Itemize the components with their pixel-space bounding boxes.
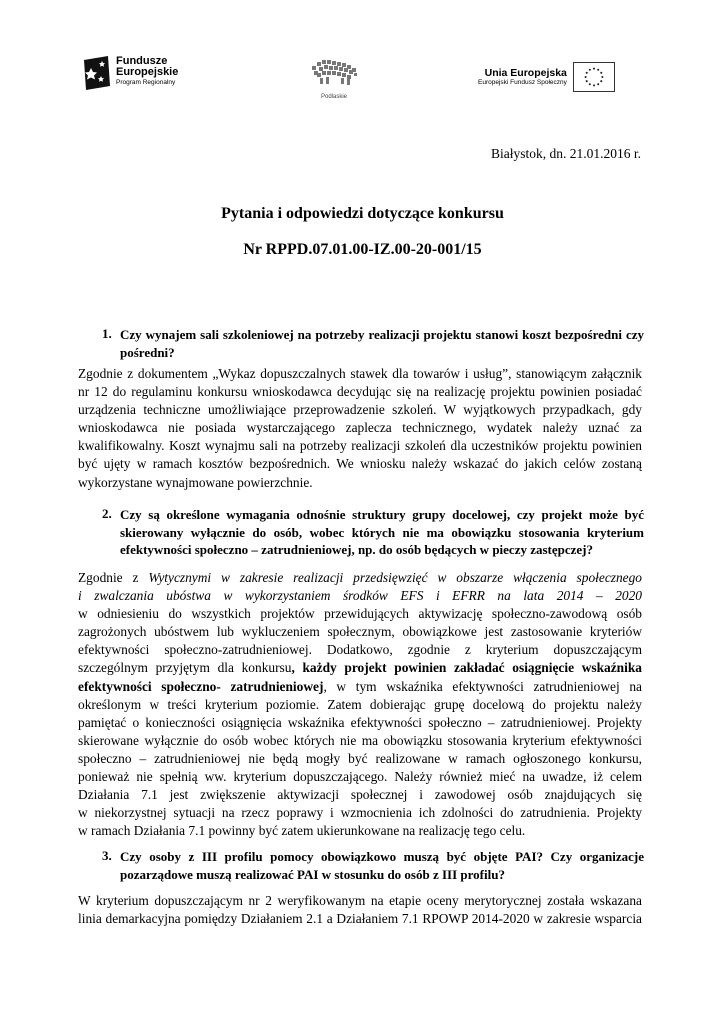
- document-date: Białystok, dn. 21.01.2016 r.: [490, 146, 641, 161]
- answer-3: [78, 892, 642, 928]
- answer-2-line: w ramach Działania 7.1 powinny być zatem ukierunkowane na realizację tego celu.: [78, 823, 526, 839]
- ue-logo-line1: Unia Europejska: [484, 67, 567, 80]
- fe-star-flag-icon: [82, 56, 112, 90]
- question-1-number: 1.: [102, 326, 112, 341]
- answer-2-line: zagrożonych ubóstwem lub wykluczeniem społecznym, obowiązkowe jest zastosowanie kryteriów: [78, 624, 642, 640]
- answer-2-line: skierowane wyłącznie do osób wobec których nie ma obowiązku stosowania kryterium efektywności: [78, 732, 642, 748]
- podlaskie-logo: [308, 58, 360, 100]
- answer-2-line: pamiętać o konieczności osiągnięcia wskaźnika efektywności społeczno – zatrudnieniowej. Projekty: [78, 714, 642, 730]
- answer-1-line: kwalifikowalny. Koszt wynajmu sali na potrzeby realizacji szkoleń dla uczestników projektu powinien: [78, 438, 642, 454]
- question-3-number: 3.: [102, 848, 112, 863]
- answer-1-line: Zgodnie z dokumentem „Wykaz dopuszczalnych stawek dla towarów i usług”, stanowiącym załącznik: [78, 366, 642, 381]
- fe-logo-line3: Program Regionalny: [116, 79, 176, 86]
- answer-2-line: [78, 587, 642, 605]
- answer-2-l7-plain: , w tym wskaźnika efektywności zatrudnieniowej na: [323, 678, 642, 694]
- answer-2-l7-bold: efektywności społeczno- zatrudnieniowej: [78, 678, 324, 694]
- answer-1-line: nr 12 do regulaminu konkursu wnioskodawca decydując się na realizację projektu powinien posiadać: [78, 384, 642, 400]
- answer-1: [78, 365, 642, 492]
- bison-icon: [308, 58, 360, 88]
- fundusze-europejskie-logo: [82, 56, 178, 90]
- podlaskie-logo-label: Podlaskie: [320, 94, 347, 100]
- document-title-line2: Nr RPPD.07.01.00-IZ.00-20-001/15: [243, 241, 482, 258]
- answer-2-line: w odniesieniu do wszystkich projektów przewidujących aktywizację społeczno-zawodową osób: [78, 606, 642, 622]
- wytyczne-reference: Wytycznymi w zakresie realizacji przedsięwzięć w obszarze włączenia społecznego: [148, 570, 642, 585]
- fe-logo-line2: Europejskie: [116, 66, 179, 78]
- ue-logo-line2: Europejski Fundusz Społeczny: [478, 79, 567, 87]
- answer-3-line: W kryterium dopuszczającym nr 2 weryfikowanym na etapie oceny merytorycznej została wskazana: [78, 893, 642, 908]
- question-2-number: 2.: [102, 506, 112, 521]
- question-1-text: Czy wynajem sali szkoleniowej na potrzeby realizacji projektu stanowi koszt bezpośredni czy pośredni?: [120, 327, 644, 360]
- answer-1-line: wnioskodawca nie posiada wystarczającego zaplecza technicznego, wydatek należy uznać za: [78, 420, 642, 436]
- answer-2-l6-plain: szczególnym przyjętym dla konkursu: [78, 660, 292, 676]
- unia-europejska-logo: [478, 62, 615, 92]
- answer-3-line: linia demarkacyjna pomiędzy Działaniem 2.1 a Działaniem 7.1 RPOWP 2014-2020 w zakresie wsparcia: [78, 911, 642, 927]
- document-title-line1: Pytania i odpowiedzi dotyczące konkursu: [221, 205, 504, 222]
- question-2-text: Czy są określone wymagania odnośnie struktury grupy docelowej, czy projekt może być skierowany wyłącznie do osób, wobec których nie ma obowiązku stosowania kryterium efektywności społeczno – zatrudnieniowej, np. do osób będących w pieczy zastępczej?: [120, 507, 644, 557]
- eu-flag-icon: [573, 62, 615, 92]
- answer-1-line: być ujęty w ramach kosztów bezpośrednich. We wniosku należy wskazać do jakich celów zostaną: [78, 456, 642, 472]
- answer-2-line: społeczno – zatrudnieniowej nie będą mogły być realizowane w ramach ogłoszonego konkursu,: [78, 750, 642, 766]
- answer-2-line: efektywności społeczno-zatrudnieniowej. Dodatkowo, zgodnie z kryterium dopuszczającym: [78, 642, 642, 658]
- answer-2-l1-plain: Zgodnie z: [78, 570, 149, 585]
- answer-2-line: ponieważ nie spełnią ww. kryterium dopuszczającego. Należy również mieć na uwadze, iż celem: [78, 769, 642, 785]
- fe-logo-line1: Fundusze: [116, 55, 168, 67]
- answer-2-line: w niekorzystnej sytuacji na rzecz poprawy i wzmocnienia ich zdolności do zatrudnienia. Projekty: [78, 805, 642, 821]
- answer-2-line: określonym w treści kryterium poziomie. Zatem dobierając grupę docelową do projektu należy: [78, 696, 642, 712]
- answer-2-line: [78, 678, 642, 696]
- wytyczne-reference-cont: i zwalczania ubóstwa w wykorzystaniem środków EFS i EFRR na lata 2014 – 2020: [78, 588, 642, 604]
- answer-2: [78, 569, 642, 840]
- answer-2-l6-bold: , każdy projekt powinien zakładać osiągnięcie wskaźnika: [291, 660, 642, 676]
- answer-1-line: urządzenia techniczne umożliwiające przeprowadzenie szkoleń. W wyjątkowych przypadkach, gdy: [78, 402, 642, 418]
- answer-2-line: [78, 569, 642, 587]
- answer-2-line: [78, 659, 642, 677]
- answer-2-line: Działania 7.1 jest zwiększenie aktywizacji społecznej i zawodowej osób znajdujących się: [78, 787, 642, 803]
- question-3-text: Czy osoby z III profilu pomocy obowiązkowo muszą być objęte PAI? Czy organizacje pozarządowe muszą realizować PAI w stosunku do osób z III profilu?: [120, 849, 644, 882]
- answer-1-line: wykorzystane wynajmowane powierzchnie.: [78, 474, 313, 490]
